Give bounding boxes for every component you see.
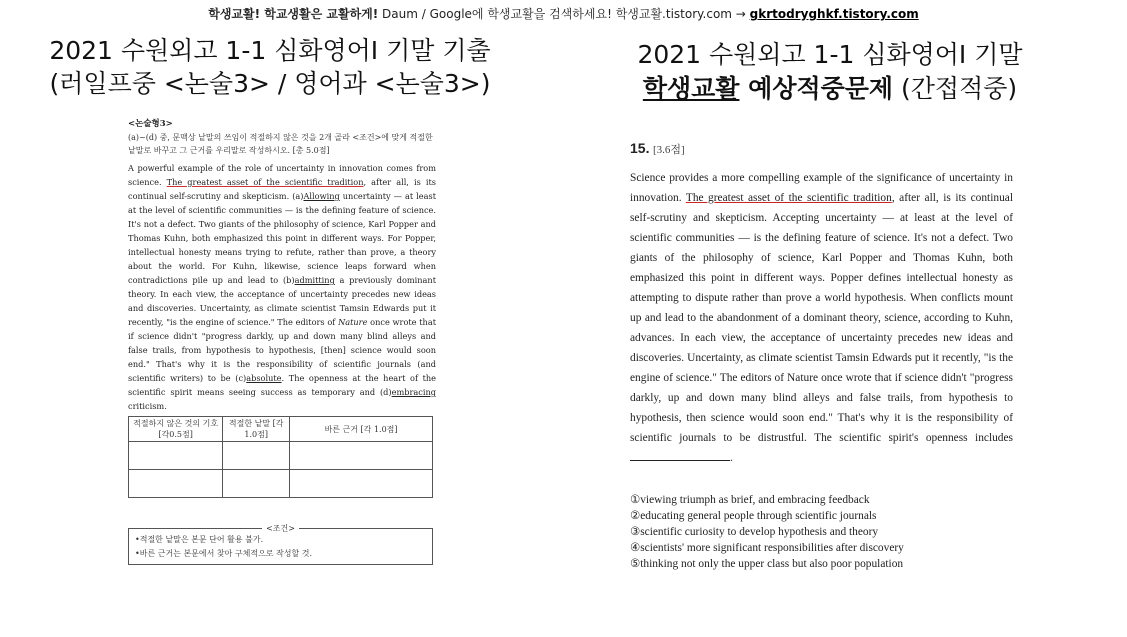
conditions-box	[128, 524, 433, 565]
question-title: <논술형3>	[128, 119, 173, 129]
answer-cell[interactable]	[129, 470, 223, 498]
conditions-title: <조건>	[262, 524, 299, 533]
table-row	[129, 470, 433, 498]
choice-4[interactable]: ④scientists' more significant responsibilities after discovery	[630, 542, 904, 554]
top-banner	[0, 5, 1127, 22]
table-row	[129, 442, 433, 470]
banner-slogan: 학생교활! 학교생활은 교활하게!	[208, 7, 379, 21]
blog-link[interactable]: gkrtodryghkf.tistory.com	[749, 7, 919, 21]
hit-type: (간접적중)	[893, 74, 1018, 103]
answer-choices	[630, 492, 1013, 572]
predicted-question-document	[630, 140, 1013, 572]
brand-name: 학생교활	[642, 74, 740, 103]
choice-2[interactable]: ②educating general people through scientific journals	[630, 510, 877, 522]
answer-cell[interactable]	[129, 442, 223, 470]
question-points: [3.6점]	[652, 144, 685, 156]
choice-3[interactable]: ③scientific curiosity to develop hypothesis and theory	[630, 526, 879, 538]
predicted-passage: Science provides a more compelling example of the significance of uncertainty in innovation. The greatest asset of the scientific tradition, after all, is its continual self-scrutiny and skepticism. Accepting uncertainty — at least at the level of scientific communities — is the defining feature of science. It's not a defect. Two giants of the philosophy of science, Karl Popper and Thomas Kuhn, both emphasized this point in different ways. Popper defines intellectual honesty as attempting to dispute rather than prove a world hypothesis. When conflicts mount up and lead to the abandonment of a dominant theory, science, according to Kuhn, advances. In each view, the acceptance of uncertainty precedes new ideas and discoveries. Uncertainty, as climate scientist Tamsin Edwards put it recently, "is the engine of science." The editors of Nature once wrote that if science didn't "progress darkly, up and down many blind alleys and false trails, from hypothesis to hypothesis, then science would soon end." That's why it is the responsibility of scientific journals to be distrustful. The scientific spirit's openness includes .	[630, 172, 1013, 464]
banner-text: Daum / Google에 학생교활을 검색하세요! 학생교활.tistory.com →	[378, 7, 750, 21]
answer-header-word: 적절한 낱말 [각 1.0점]	[223, 417, 290, 442]
left-header-line1: 2021 수원외고 1-1 심화영어I 기말 기출	[49, 36, 491, 65]
answer-cell[interactable]	[223, 470, 290, 498]
right-header-line2	[590, 72, 1070, 106]
left-header-line2: (러일프중 <논술3> / 영어과 <논술3>)	[49, 69, 491, 98]
answer-header-symbol: 적절하지 않은 것의 기호 [각0.5점]	[129, 417, 223, 442]
condition-item: •바른 근거는 본문에서 찾아 구체적으로 작성할 것.	[135, 549, 313, 558]
question-number: 15. [3.6점]	[630, 140, 685, 156]
right-header-line1: 2021 수원외고 1-1 심화영어I 기말	[637, 40, 1023, 69]
answer-cell[interactable]	[290, 470, 433, 498]
exam-passage: A powerful example of the role of uncertainty in innovation comes from science. The greatest asset of the scientific tradition, after all, is its continual self-scrutiny and skepticism. (a)Allowing uncertainty — at least at the level of scientific communities — is the defining feature of science. It's not a defect. Two giants of the philosophy of science, Karl Popper and Thomas Kuhn, both emphasized this point in different ways. For Popper, intellectual honesty means trying to refute, rather than prove, a theory about the world. For Kuhn, likewise, science leaps forward when contradictions pile up and lead to (b)admitting a previously dominant theory. In each view, the acceptance of uncertainty precedes new ideas and discoveries. Uncertainty, as climate scientist Tamsin Edwards put it recently, "is the engine of science." The editors of Nature once wrote that if science didn't "progress darkly, up and down many blind alleys and false trails, from hypothesis to hypothesis, [then] science would soon end." That's why it is the responsibility of scientific journals (and scientific writers) to be (c)absolute. The openness at the heart of the scientific spirit means seeing success as temporary and (d)embracing criticism.	[128, 163, 436, 411]
choice-1[interactable]: ①viewing triumph as brief, and embracing feedback	[630, 494, 870, 506]
answer-cell[interactable]	[290, 442, 433, 470]
question-instruction: (a)~(d) 중, 문맥상 낱말의 쓰임이 적절하지 않은 것을 2개 골라 <조건>에 맞게 적절한 낱말로 바꾸고 그 근거를 우리말로 작성하시오. [총 5.0점]	[128, 133, 433, 155]
right-header	[590, 38, 1070, 106]
left-header	[0, 34, 540, 100]
exam-question-document	[128, 117, 436, 565]
answer-cell[interactable]	[223, 442, 290, 470]
answer-blank	[630, 450, 730, 461]
choice-5[interactable]: ⑤thinking not only the upper class but also poor population	[630, 558, 904, 570]
answer-header-reason: 바른 근거 [각 1.0점]	[290, 417, 433, 442]
predicted-label: 예상적중문제	[739, 74, 894, 103]
answer-table	[128, 416, 433, 498]
condition-item: •적절한 낱말은 본문 단어 활용 불가.	[135, 535, 264, 544]
